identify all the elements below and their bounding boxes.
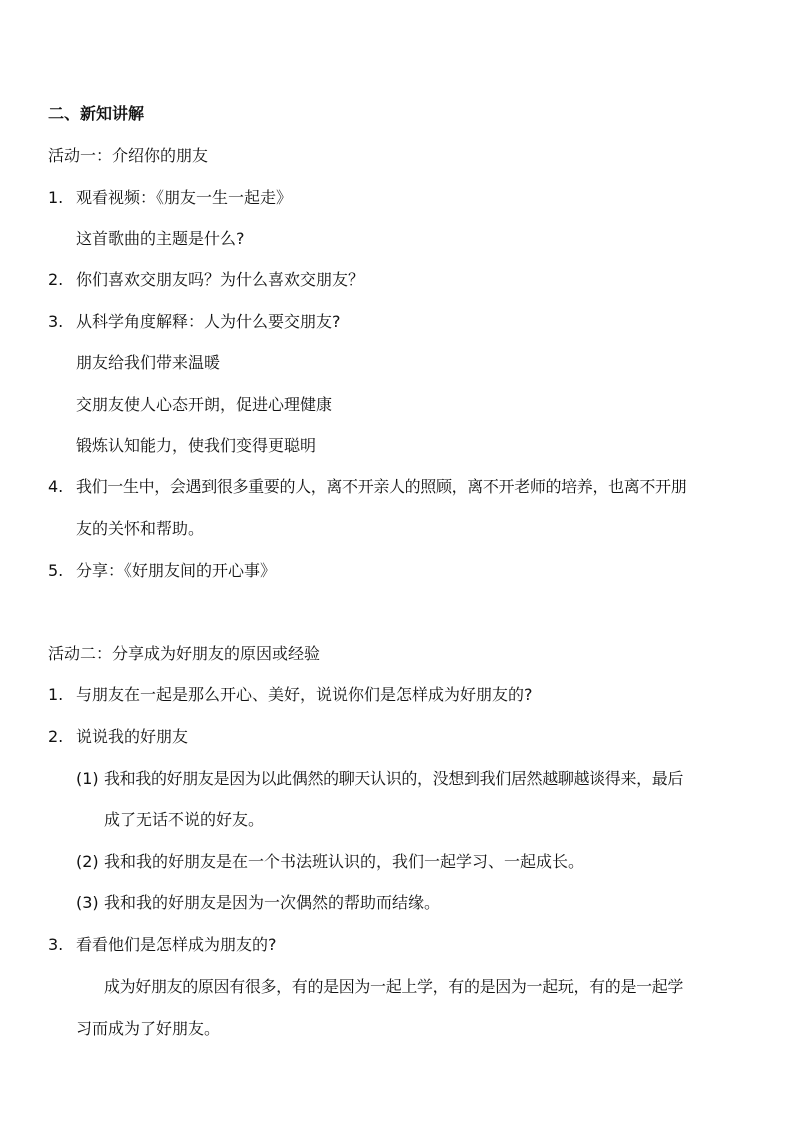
list-item-continuation: 友的关怀和帮助。 [76,519,205,538]
list-number: 2. [48,270,64,289]
sub-list-item: 我和我的好朋友是因为一次偶然的帮助而结缘。 [104,893,441,912]
list-item: 看看他们是怎样成为朋友的? [76,935,277,954]
sub-list-item: 我和我的好朋友是在一个书法班认识的，我们一起学习、一起成长。 [104,852,585,871]
list-item: 分享：《好朋友间的开心事》 [76,561,277,580]
list-item: 从科学角度解释：人为什么要交朋友? [76,312,341,331]
sub-list-number: (3) [76,893,99,912]
list-number: 4. [48,477,64,496]
list-number: 5. [48,561,64,580]
list-item: 你们喜欢交朋友吗？为什么喜欢交朋友？ [76,270,365,289]
list-number: 2. [48,727,64,746]
list-item-subline: 锻炼认知能力，使我们变得更聪明 [76,436,317,455]
list-item: 与朋友在一起是那么开心、美好，说说你们是怎样成为好朋友的? [76,685,533,704]
sub-list-item: 我和我的好朋友是因为以此偶然的聊天认识的，没想到我们居然越聊越谈得来，最后 [104,769,684,788]
activity-one-title: 活动一：介绍你的朋友 [48,146,209,165]
list-number: 3. [48,935,64,954]
list-number: 3. [48,312,64,331]
activity-two-title: 活动二：分享成为好朋友的原因或经验 [48,644,321,663]
list-item: 说说我的好朋友 [76,727,189,746]
sub-list-number: (2) [76,852,99,871]
sub-list-continuation: 成了无话不说的好友。 [104,810,265,829]
list-number: 1. [48,685,64,704]
list-item: 观看视频：《朋友一生一起走》 [76,188,293,207]
list-item-subline: 朋友给我们带来温暖 [76,353,221,372]
paragraph: 成为好朋友的原因有很多，有的是因为一起上学，有的是因为一起玩，有的是一起学 [104,977,684,996]
list-number: 1. [48,188,64,207]
list-item: 我们一生中，会遇到很多重要的人，离不开亲人的照顾，离不开老师的培养，也离不开朋 [76,477,687,496]
paragraph-continuation: 习而成为了好朋友。 [76,1019,221,1038]
list-item-subline: 这首歌曲的主题是什么? [76,229,245,248]
section-title: 二、新知讲解 [48,104,145,123]
list-item-subline: 交朋友使人心态开朗，促进心理健康 [76,395,333,414]
sub-list-number: (1) [76,769,99,788]
